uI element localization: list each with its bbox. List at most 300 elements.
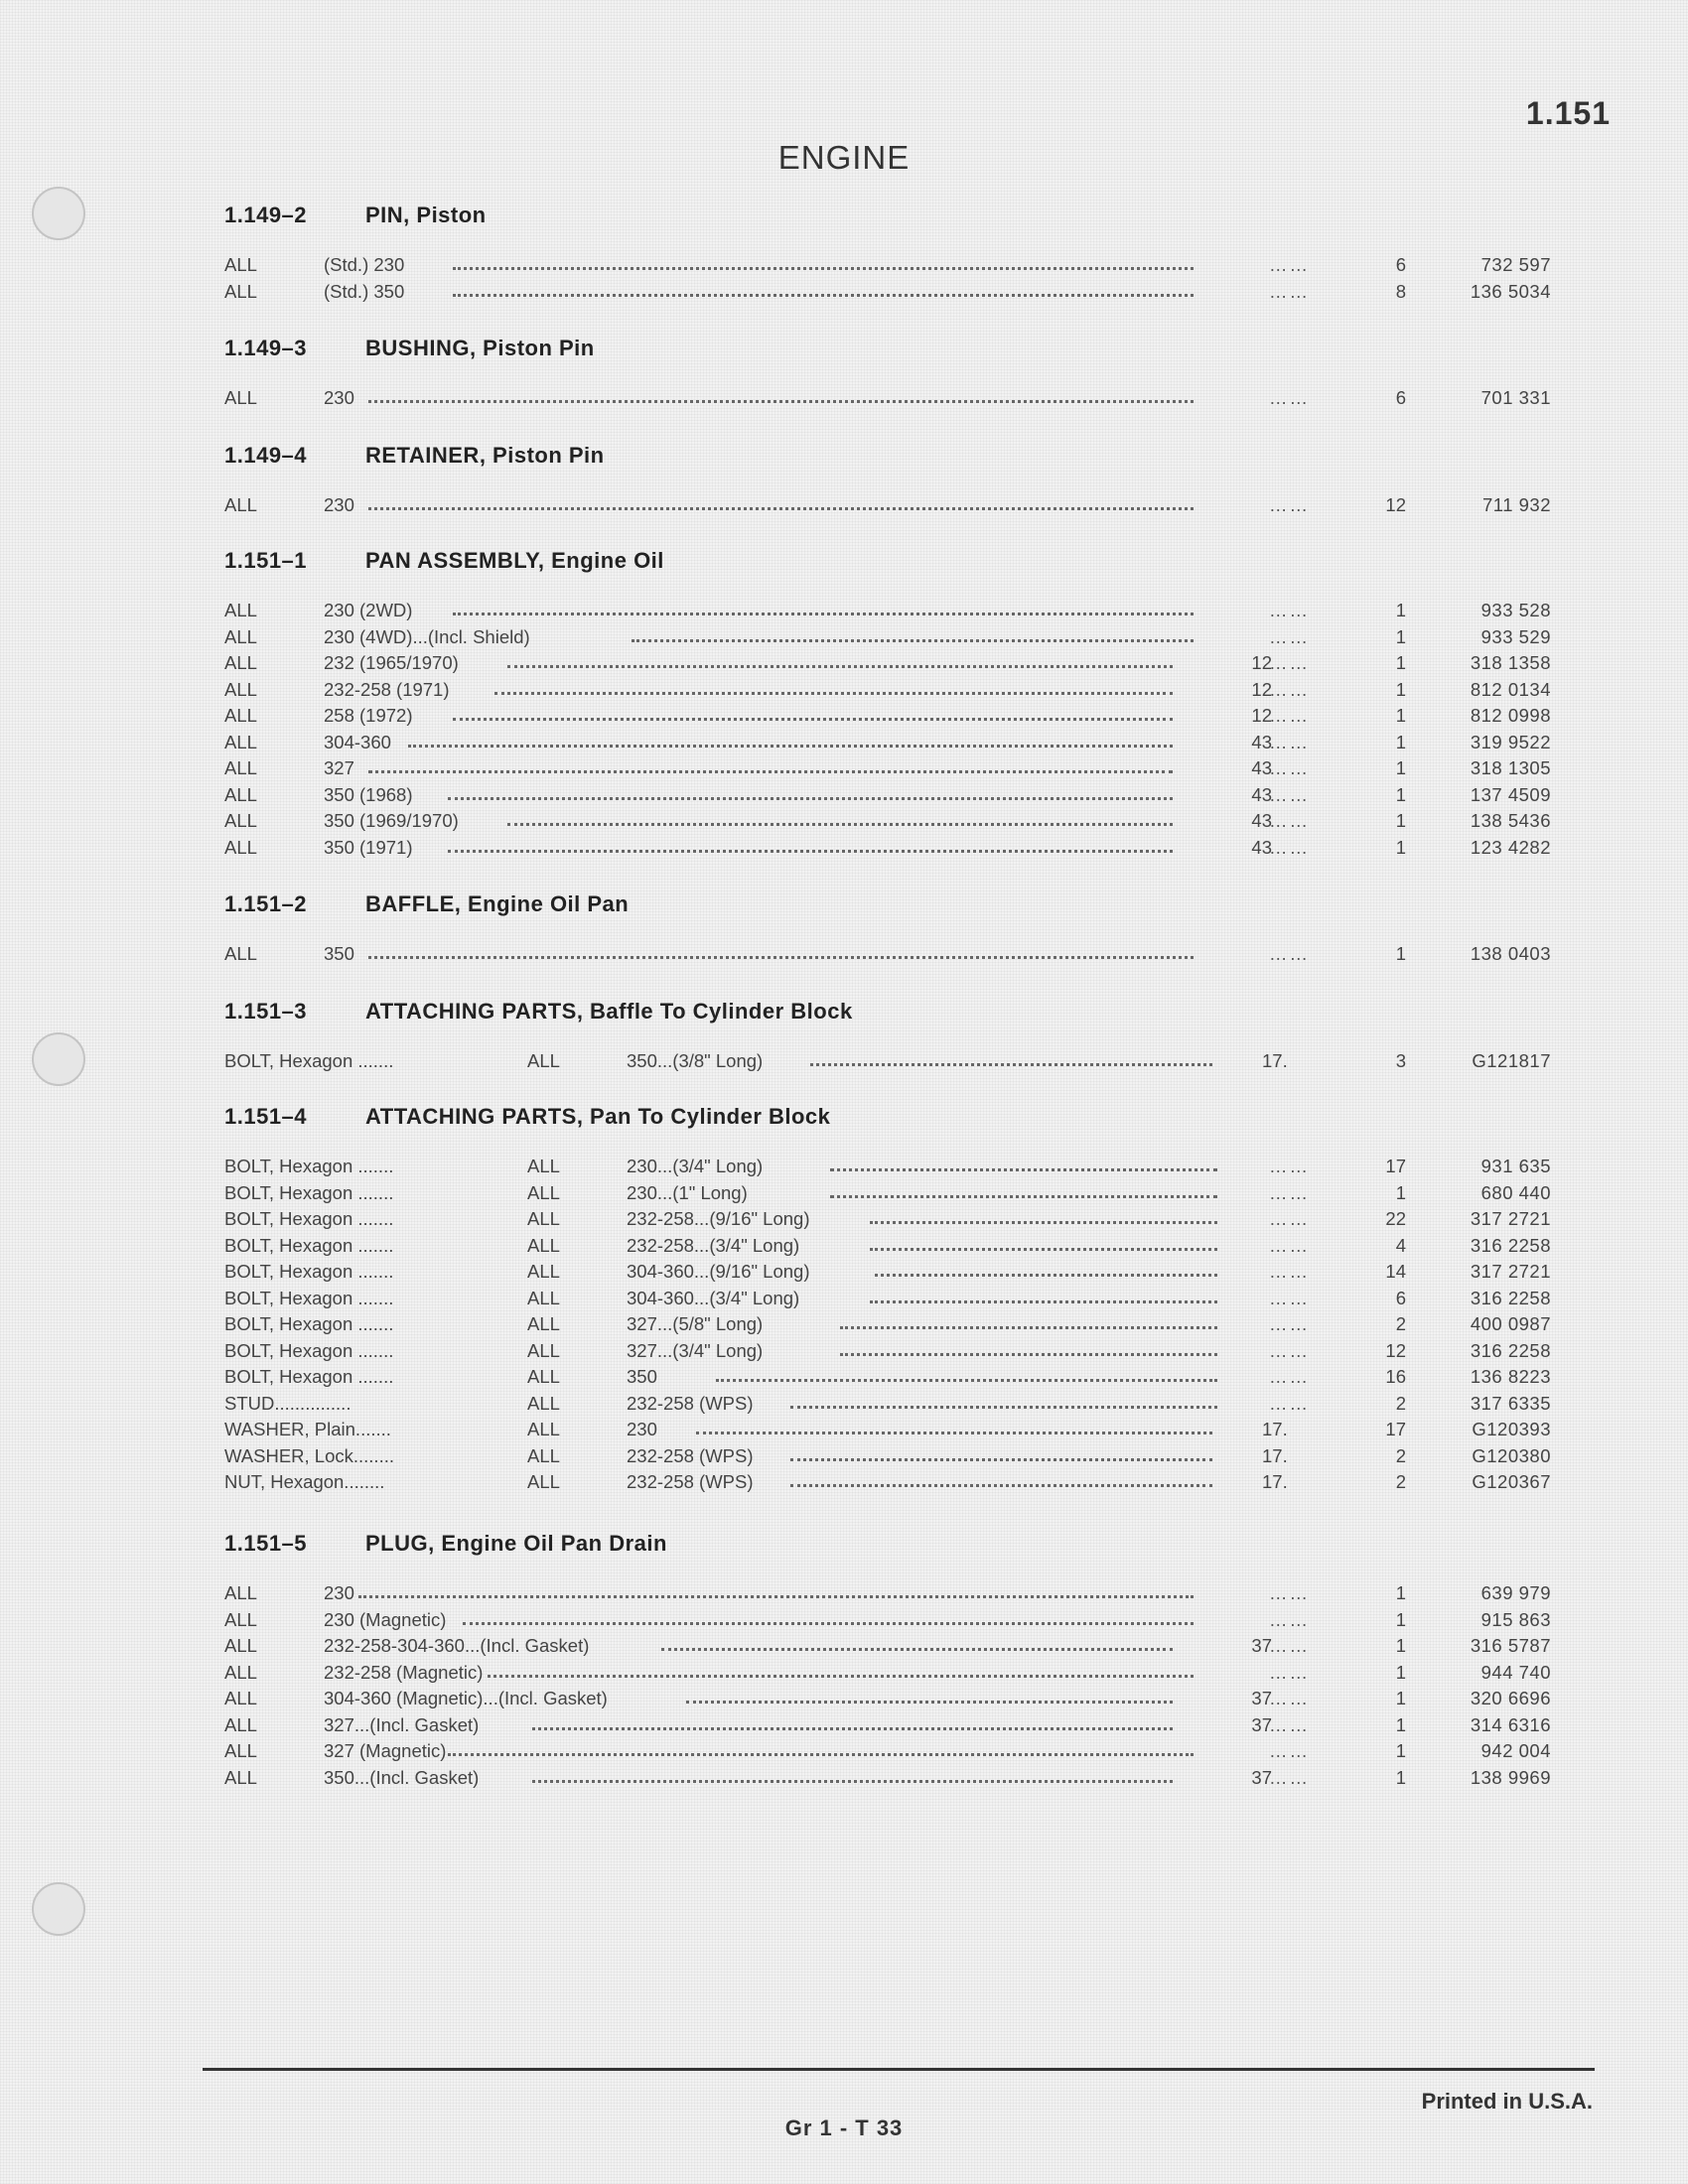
reference: 43	[1251, 810, 1272, 831]
binder-hole	[32, 187, 85, 240]
models: ALL	[527, 1366, 560, 1387]
description: STUD...............	[224, 1392, 352, 1414]
quantity: 1	[1395, 1661, 1406, 1683]
part-number: 317 2721	[1470, 1261, 1551, 1282]
reference: 17.	[1262, 1471, 1288, 1492]
models: ALL	[224, 678, 257, 700]
part-number: 317 2721	[1470, 1208, 1551, 1229]
application: 230	[324, 1582, 354, 1603]
application: (Std.) 230	[324, 254, 405, 275]
models: ALL	[224, 1766, 257, 1788]
application: 230...(3/4" Long)	[627, 1156, 764, 1176]
quantity: 6	[1395, 387, 1406, 408]
models: ALL	[224, 836, 257, 858]
part-number: 318 1358	[1470, 652, 1551, 673]
reference: 17.	[1262, 1050, 1288, 1071]
dot-spacer: ……	[1269, 1661, 1310, 1683]
part-row	[224, 1608, 1551, 1636]
reference: 43	[1251, 836, 1272, 858]
application: 304-360	[324, 731, 391, 752]
dot-spacer: ……	[1269, 943, 1310, 964]
part-row	[224, 280, 1551, 308]
quantity: 2	[1395, 1444, 1406, 1466]
dot-leader	[632, 639, 1194, 642]
dot-leader	[686, 1701, 1173, 1704]
part-row	[224, 625, 1551, 653]
part-number: 320 6696	[1470, 1688, 1551, 1708]
dot-leader	[453, 267, 1194, 270]
description: BOLT, Hexagon .......	[224, 1366, 394, 1387]
quantity: 1	[1395, 943, 1406, 964]
part-row	[224, 1313, 1551, 1340]
quantity: 1	[1395, 678, 1406, 700]
dot-leader	[507, 665, 1173, 668]
group-code: 1.149–3	[224, 336, 308, 360]
quantity: 17	[1385, 1419, 1406, 1439]
part-number: 319 9522	[1470, 731, 1551, 752]
quantity: 1	[1395, 705, 1406, 726]
part-row	[224, 705, 1551, 732]
dot-spacer: ……	[1269, 1713, 1310, 1735]
quantity: 1	[1395, 1766, 1406, 1788]
application: 230	[627, 1419, 657, 1439]
dot-spacer: ……	[1269, 1156, 1310, 1176]
group-title: BAFFLE, Engine Oil Pan	[365, 891, 630, 916]
models: ALL	[224, 1713, 257, 1735]
dot-leader	[830, 1195, 1217, 1198]
group-code: 1.151–1	[224, 548, 308, 573]
dot-leader	[507, 823, 1173, 826]
part-number: 701 331	[1480, 387, 1551, 408]
models: ALL	[224, 387, 257, 408]
dot-leader	[840, 1353, 1217, 1356]
group-header	[224, 203, 1545, 236]
dot-spacer: ……	[1269, 625, 1310, 647]
description: BOLT, Hexagon .......	[224, 1261, 394, 1282]
section-title: ENGINE	[777, 139, 911, 176]
part-number: 931 635	[1480, 1156, 1551, 1176]
application: 232 (1965/1970)	[324, 652, 459, 673]
application: 327...(5/8" Long)	[627, 1313, 764, 1334]
quantity: 1	[1395, 810, 1406, 831]
models: ALL	[224, 1740, 257, 1761]
application: 304-360...(3/4" Long)	[627, 1287, 800, 1308]
quantity: 1	[1395, 1740, 1406, 1761]
models: ALL	[224, 1608, 257, 1630]
quantity: 1	[1395, 652, 1406, 673]
part-row	[224, 1419, 1551, 1445]
quantity: 17	[1385, 1156, 1406, 1176]
part-number: 123 4282	[1470, 836, 1551, 858]
dot-leader	[368, 507, 1194, 510]
part-row	[224, 494, 1551, 521]
application: 350	[627, 1366, 657, 1387]
part-row	[224, 1234, 1551, 1262]
models: ALL	[224, 731, 257, 752]
group-title: PLUG, Engine Oil Pan Drain	[365, 1531, 667, 1556]
dot-leader	[870, 1248, 1217, 1251]
reference: 37	[1251, 1635, 1272, 1656]
description: BOLT, Hexagon .......	[224, 1234, 394, 1256]
dot-leader	[453, 294, 1194, 297]
application: 350...(3/8" Long)	[627, 1050, 764, 1071]
description: WASHER, Lock........	[224, 1444, 394, 1466]
group-title: ATTACHING PARTS, Baffle To Cylinder Block	[365, 999, 853, 1024]
part-row	[224, 1339, 1551, 1367]
quantity: 3	[1395, 1050, 1406, 1071]
quantity: 1	[1395, 1635, 1406, 1656]
models: ALL	[527, 1050, 560, 1071]
parts-group	[224, 1531, 1551, 1793]
part-row	[224, 1582, 1551, 1609]
dot-spacer: ……	[1269, 387, 1310, 408]
part-number: 680 440	[1480, 1181, 1551, 1203]
models: ALL	[527, 1313, 560, 1334]
models: ALL	[224, 494, 257, 515]
printed-in-usa: Printed in U.S.A.	[1421, 2089, 1593, 2114]
application: 304-360...(9/16" Long)	[627, 1261, 810, 1282]
application: 327 (Magnetic)	[324, 1740, 447, 1761]
group-code: 1.151–2	[224, 891, 308, 916]
part-number: 136 5034	[1470, 280, 1551, 302]
dot-leader	[453, 718, 1173, 721]
quantity: 2	[1395, 1392, 1406, 1414]
pan-attaching-rows	[224, 1156, 1551, 1498]
dot-spacer: ……	[1269, 1261, 1310, 1282]
part-row	[224, 387, 1551, 414]
dot-spacer: ……	[1269, 1766, 1310, 1788]
quantity: 6	[1395, 254, 1406, 275]
dot-leader	[532, 1727, 1173, 1730]
dot-spacer: ……	[1269, 600, 1310, 620]
models: ALL	[224, 1688, 257, 1708]
part-number: 933 529	[1480, 625, 1551, 647]
part-row	[224, 1444, 1551, 1472]
part-number: 942 004	[1480, 1740, 1551, 1761]
reference: 37	[1251, 1766, 1272, 1788]
dot-spacer: ……	[1269, 757, 1310, 778]
part-number: G120367	[1472, 1471, 1551, 1492]
quantity: 1	[1395, 1688, 1406, 1708]
dot-spacer: ……	[1269, 1287, 1310, 1308]
group-header	[224, 999, 1545, 1032]
description: NUT, Hexagon........	[224, 1471, 385, 1492]
dot-leader	[810, 1063, 1212, 1066]
dot-leader	[870, 1300, 1217, 1303]
reference: 12	[1251, 652, 1272, 673]
models: ALL	[527, 1156, 560, 1176]
application: 232-258-304-360...(Incl. Gasket)	[324, 1635, 590, 1656]
models: ALL	[224, 280, 257, 302]
dot-spacer: ……	[1269, 1366, 1310, 1387]
dot-leader	[790, 1406, 1217, 1409]
dot-spacer: ……	[1269, 1740, 1310, 1761]
application: 232-258 (WPS)	[627, 1471, 754, 1492]
models: ALL	[527, 1392, 560, 1414]
dot-leader	[368, 770, 1173, 773]
dot-leader	[408, 745, 1173, 748]
parts-group	[224, 1104, 1551, 1498]
part-row	[224, 678, 1551, 706]
dot-leader	[494, 692, 1173, 695]
application: 304-360 (Magnetic)...(Incl. Gasket)	[324, 1688, 608, 1708]
reference: 17.	[1262, 1419, 1288, 1439]
application: 350 (1971)	[324, 836, 413, 858]
models: ALL	[224, 705, 257, 726]
description: BOLT, Hexagon .......	[224, 1181, 394, 1203]
dot-leader	[368, 956, 1194, 959]
group-header	[224, 336, 1545, 369]
dot-leader	[358, 1595, 1194, 1598]
description: BOLT, Hexagon .......	[224, 1287, 394, 1308]
models: ALL	[527, 1287, 560, 1308]
dot-spacer: ……	[1269, 280, 1310, 302]
part-row	[224, 757, 1551, 784]
models: ALL	[224, 254, 257, 275]
application: 350 (1968)	[324, 783, 413, 805]
group-title: RETAINER, Piston Pin	[365, 443, 605, 468]
part-number: 138 9969	[1470, 1766, 1551, 1788]
dot-leader	[870, 1221, 1217, 1224]
dot-leader	[840, 1326, 1217, 1329]
part-number: 138 5436	[1470, 810, 1551, 831]
quantity: 1	[1395, 625, 1406, 647]
dot-spacer: ……	[1269, 494, 1310, 515]
dot-spacer: ……	[1269, 783, 1310, 805]
quantity: 1	[1395, 1713, 1406, 1735]
description: BOLT, Hexagon .......	[224, 1050, 394, 1071]
part-row	[224, 836, 1551, 864]
quantity: 8	[1395, 280, 1406, 302]
dot-spacer: ……	[1269, 1339, 1310, 1361]
application: 230	[324, 387, 354, 408]
group-code: 1.149–4	[224, 443, 308, 468]
reference: 12	[1251, 678, 1272, 700]
models: ALL	[224, 810, 257, 831]
dot-spacer: ……	[1269, 1208, 1310, 1229]
reference: 17.	[1262, 1444, 1288, 1466]
dot-spacer: ……	[1269, 1181, 1310, 1203]
models: ALL	[224, 1661, 257, 1683]
part-number: 317 6335	[1470, 1392, 1551, 1414]
part-row	[224, 1261, 1551, 1288]
models: ALL	[224, 943, 257, 964]
application: 232-258 (1971)	[324, 678, 450, 700]
models: ALL	[527, 1339, 560, 1361]
part-row	[224, 731, 1551, 758]
models: ALL	[527, 1261, 560, 1282]
part-row	[224, 1740, 1551, 1767]
part-number: 316 5787	[1470, 1635, 1551, 1656]
part-row	[224, 1287, 1551, 1314]
dot-spacer: ……	[1269, 1608, 1310, 1630]
group-title: ATTACHING PARTS, Pan To Cylinder Block	[365, 1104, 831, 1129]
application: 230	[324, 494, 354, 515]
group-code: 1.151–3	[224, 999, 308, 1024]
group-title: BUSHING, Piston Pin	[365, 336, 595, 360]
part-number: 316 2258	[1470, 1234, 1551, 1256]
part-row	[224, 783, 1551, 811]
quantity: 1	[1395, 731, 1406, 752]
footer-rule	[203, 2068, 1595, 2071]
part-number: 137 4509	[1470, 783, 1551, 805]
dot-spacer: ……	[1269, 836, 1310, 858]
part-number: G120393	[1472, 1419, 1551, 1439]
application: 258 (1972)	[324, 705, 413, 726]
dot-spacer: ……	[1269, 1234, 1310, 1256]
pan-assembly-rows	[224, 600, 1551, 863]
group-header	[224, 1531, 1545, 1565]
dot-spacer: ……	[1269, 731, 1310, 752]
group-title: PIN, Piston	[365, 203, 487, 227]
parts-group	[224, 443, 1551, 521]
reference: 37	[1251, 1688, 1272, 1708]
quantity: 1	[1395, 836, 1406, 858]
group-title: PAN ASSEMBLY, Engine Oil	[365, 548, 664, 573]
binder-hole	[32, 1032, 85, 1086]
dot-spacer: ……	[1269, 810, 1310, 831]
dot-leader	[453, 613, 1194, 615]
application: 232-258 (WPS)	[627, 1392, 754, 1414]
dot-leader	[696, 1432, 1212, 1434]
part-row	[224, 1688, 1551, 1714]
dot-spacer: ……	[1269, 705, 1310, 726]
drain-plug-rows	[224, 1582, 1551, 1793]
dot-leader	[790, 1458, 1212, 1461]
dot-spacer: ……	[1269, 678, 1310, 700]
quantity: 14	[1385, 1261, 1406, 1282]
application: 350 (1969/1970)	[324, 810, 459, 831]
models: ALL	[527, 1419, 560, 1439]
dot-leader	[448, 850, 1173, 853]
quantity: 1	[1395, 600, 1406, 620]
models: ALL	[224, 1582, 257, 1603]
binder-hole	[32, 1882, 85, 1936]
part-row	[224, 1661, 1551, 1689]
quantity: 6	[1395, 1287, 1406, 1308]
models: ALL	[224, 652, 257, 673]
group-code: 1.151–5	[224, 1531, 308, 1556]
description: BOLT, Hexagon .......	[224, 1208, 394, 1229]
dot-spacer: ……	[1269, 1392, 1310, 1414]
group-header	[224, 443, 1545, 477]
dot-leader	[368, 400, 1194, 403]
dot-spacer: ……	[1269, 1313, 1310, 1334]
dot-leader	[463, 1622, 1194, 1625]
parts-group	[224, 548, 1551, 863]
application: 327...(Incl. Gasket)	[324, 1713, 480, 1735]
quantity: 16	[1385, 1366, 1406, 1387]
models: ALL	[527, 1444, 560, 1466]
part-number: 812 0134	[1470, 678, 1551, 700]
dot-leader	[790, 1484, 1212, 1487]
quantity: 12	[1385, 494, 1406, 515]
description: BOLT, Hexagon .......	[224, 1339, 394, 1361]
group-code: 1.149–2	[224, 203, 308, 227]
quantity: 1	[1395, 1582, 1406, 1603]
dot-spacer: ……	[1269, 1635, 1310, 1656]
group-header	[224, 891, 1545, 925]
part-number: 400 0987	[1470, 1313, 1551, 1334]
models: ALL	[224, 600, 257, 620]
part-row	[224, 1471, 1551, 1498]
application: 232-258...(9/16" Long)	[627, 1208, 810, 1229]
parts-group	[224, 203, 1551, 307]
application: 230 (4WD)...(Incl. Shield)	[324, 625, 530, 647]
part-number: 711 932	[1482, 494, 1551, 515]
quantity: 1	[1395, 1608, 1406, 1630]
part-row	[224, 1208, 1551, 1235]
part-row	[224, 1713, 1551, 1741]
part-number: 318 1305	[1470, 757, 1551, 778]
application: 230 (Magnetic)	[324, 1608, 447, 1630]
models: ALL	[527, 1208, 560, 1229]
page-number: 1.151	[1525, 95, 1611, 131]
models: ALL	[224, 625, 257, 647]
dot-leader	[448, 797, 1173, 800]
application: (Std.) 350	[324, 280, 405, 302]
part-number: 915 863	[1480, 1608, 1551, 1630]
reference: 43	[1251, 731, 1272, 752]
dot-spacer: ……	[1269, 652, 1310, 673]
application: 230...(1" Long)	[627, 1181, 748, 1203]
application: 232-258 (Magnetic)	[324, 1661, 484, 1683]
part-row	[224, 254, 1551, 281]
part-number: G120380	[1472, 1444, 1551, 1466]
reference: 12	[1251, 705, 1272, 726]
part-row	[224, 600, 1551, 626]
part-number: 316 2258	[1470, 1287, 1551, 1308]
reference: 37	[1251, 1713, 1272, 1735]
part-number: 136 8223	[1470, 1366, 1551, 1387]
application: 327	[324, 757, 354, 778]
description: BOLT, Hexagon .......	[224, 1313, 394, 1334]
part-number: 639 979	[1480, 1582, 1551, 1603]
application: 232-258 (WPS)	[627, 1444, 754, 1466]
quantity: 2	[1395, 1313, 1406, 1334]
models: ALL	[527, 1181, 560, 1203]
models: ALL	[224, 783, 257, 805]
reference: 43	[1251, 783, 1272, 805]
part-number: G121817	[1472, 1050, 1551, 1071]
quantity: 2	[1395, 1471, 1406, 1492]
group-header	[224, 1104, 1545, 1138]
part-number: 933 528	[1480, 600, 1551, 620]
parts-group	[224, 891, 1551, 970]
description: BOLT, Hexagon .......	[224, 1156, 394, 1176]
part-number: 944 740	[1480, 1661, 1551, 1683]
dot-leader	[830, 1168, 1217, 1171]
part-row	[224, 1050, 1551, 1077]
application: 350	[324, 943, 354, 964]
application: 350...(Incl. Gasket)	[324, 1766, 480, 1788]
dot-leader	[661, 1648, 1173, 1651]
quantity: 22	[1385, 1208, 1406, 1229]
parts-group	[224, 999, 1551, 1077]
description: WASHER, Plain.......	[224, 1419, 391, 1439]
part-row	[224, 1766, 1551, 1794]
quantity: 12	[1385, 1339, 1406, 1361]
quantity: 4	[1395, 1234, 1406, 1256]
quantity: 1	[1395, 1181, 1406, 1203]
quantity: 1	[1395, 757, 1406, 778]
dot-leader	[716, 1379, 1217, 1382]
part-number: 812 0998	[1470, 705, 1551, 726]
group-code: 1.151–4	[224, 1104, 308, 1129]
application: 327...(3/4" Long)	[627, 1339, 764, 1361]
part-row	[224, 1181, 1551, 1209]
quantity: 1	[1395, 783, 1406, 805]
